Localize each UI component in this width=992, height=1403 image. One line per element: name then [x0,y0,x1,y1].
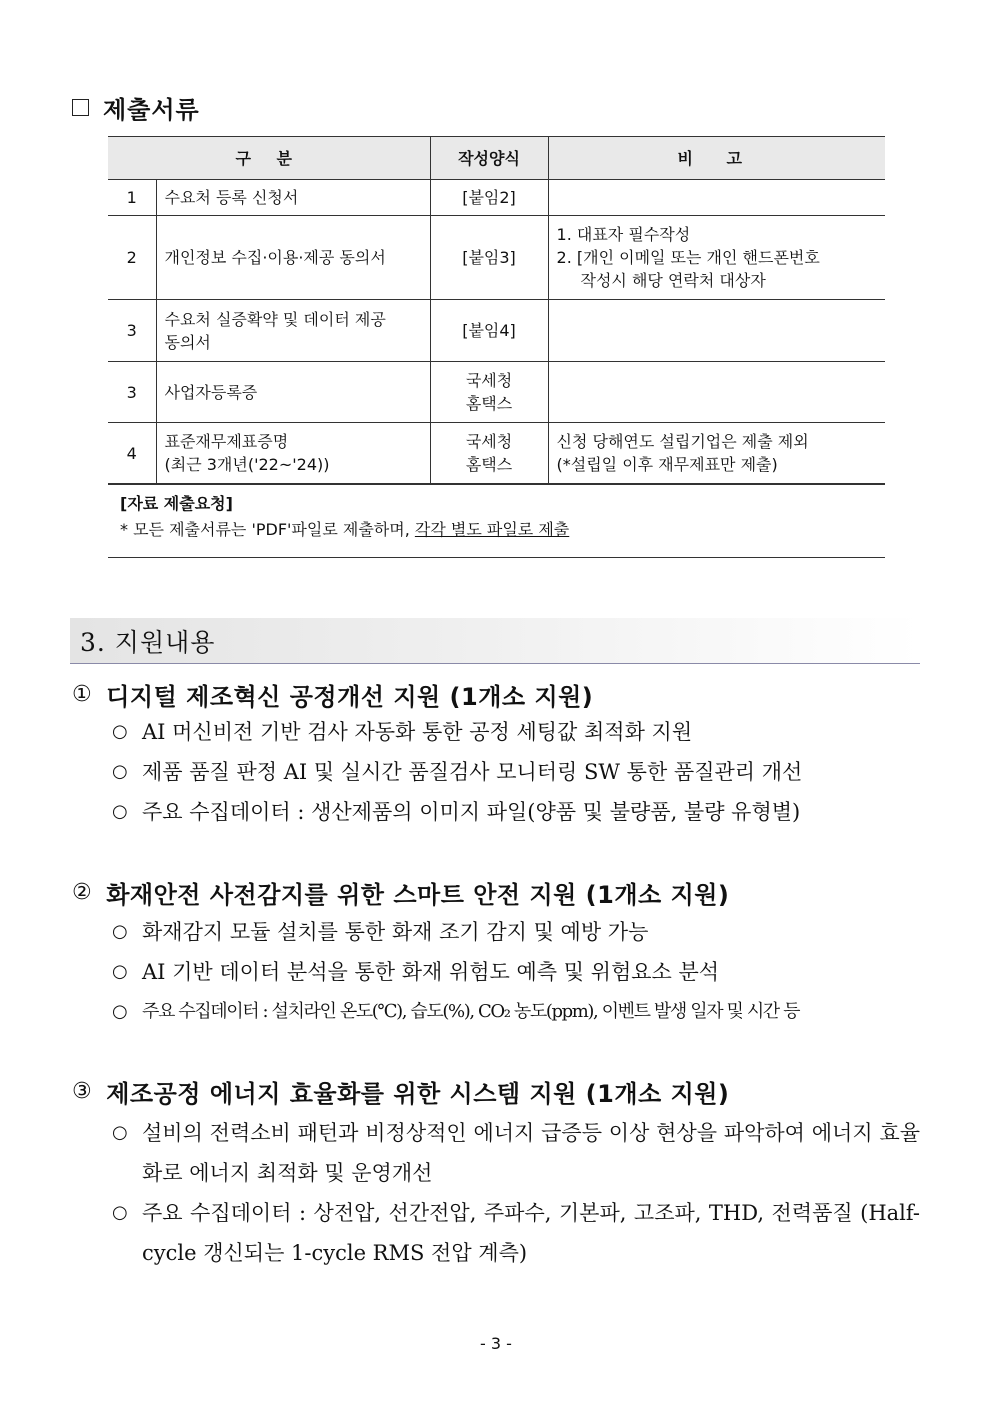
row-number: 3 [108,300,156,362]
document-name-line: (최근 3개년('22~'24)) [164,455,330,474]
bullet-item [112,992,920,1032]
bullet-text: 주요 수집데이터 : 생산제품의 이미지 파일(양품 및 불량품, 불량 유형별) [142,800,801,824]
circled-number: ① [72,681,93,707]
header-form: 작성양식 [430,137,548,180]
bullet-circle-icon: ○ [112,921,128,942]
submission-heading [72,90,200,124]
bullet-item [112,1193,920,1273]
bullet-item [112,752,920,792]
form-line: [붙임2] [462,188,516,207]
bullet-circle-icon: ○ [112,761,128,782]
document-form [430,180,548,216]
page-number: - 3 - [480,1334,512,1353]
bullet-text: 제품 품질 판정 AI 및 실시간 품질검사 모니터링 SW 통한 품질관리 개선 [142,760,803,784]
form-line: 국세청 [465,432,513,451]
submission-table [108,136,885,484]
table-row [108,216,885,300]
document-name-line: 수요처 등록 신청서 [164,188,299,207]
item-title-text: 디지털 제조혁신 공정개선 지원 (1개소 지원) [106,682,594,711]
bullet-circle-icon: ○ [112,1001,128,1022]
bullet-item [112,712,920,752]
bullet-text: AI 머신비전 기반 검사 자동화 통한 공정 세팅값 최적화 지원 [142,720,693,744]
note-underlined-text: 각각 별도 파일로 제출 [414,520,570,539]
form-line: [붙임4] [462,321,516,340]
section-header [70,618,920,664]
note-title: [자료 제출요청] [120,494,233,513]
form-line: 홈택스 [465,455,513,474]
document-remarks [548,180,885,216]
document-remarks [548,423,885,484]
header-remarks: 비 고 [548,137,885,180]
checkbox-icon [72,99,89,116]
document-form [430,423,548,484]
bullet-text: 설비의 전력소비 패턴과 비정상적인 에너지 급증등 이상 현상을 파악하여 에너지 효율화로 에너지 최적화 및 운영개선 [142,1121,920,1185]
document-name-line: 표준재무제표증명 [164,432,289,451]
bullet-circle-icon: ○ [112,1122,128,1143]
row-number: 1 [108,180,156,216]
remark-line: 신청 당해연도 설립기업은 제출 제외 [556,432,809,451]
table-row [108,423,885,484]
document-name-line: 개인정보 수집·이용·제공 동의서 [164,248,386,267]
document-remarks [548,216,885,300]
document-remarks [548,300,885,362]
document-name-line: 사업자등록증 [164,382,258,402]
bullet-circle-icon: ○ [112,1202,128,1223]
bullet-item [112,792,920,832]
table-row [108,180,885,216]
bullet-circle-icon: ○ [112,721,128,742]
bullet-circle-icon: ○ [112,961,128,982]
form-line: 홈택스 [465,394,513,413]
remark-line: 2. [개인 이메일 또는 개인 핸드폰번호 [556,248,820,267]
document-form [430,362,548,423]
form-line: 국세청 [465,371,513,390]
document-remarks [548,362,885,423]
row-number: 4 [108,423,156,484]
bullet-item [112,912,920,952]
document-name [156,180,430,216]
form-line: [붙임3] [462,248,516,267]
submission-note [108,484,885,558]
circled-number: ③ [72,1078,93,1104]
section-title: 3. 지원내용 [80,627,216,657]
bullet-text: AI 기반 데이터 분석을 통한 화재 위험도 예측 및 위험요소 분석 [142,960,720,984]
remark-line: 작성시 해당 연락처 대상자 [580,271,766,290]
remark-line: (*설립일 이후 재무제표만 제출) [556,455,778,474]
document-name [156,216,430,300]
bullet-text: 주요 수집데이터 : 상전압, 선간전압, 주파수, 기본파, 고조파, THD, 전력품질 (Half-cycle 갱신되는 1-cycle RMS 전압 계측) [142,1201,920,1265]
bullet-text: 화재감지 모듈 설치를 통한 화재 조기 감지 및 예방 가능 [142,920,649,944]
header-category: 구 분 [108,137,430,180]
row-number: 3 [108,362,156,423]
submission-title: 제출서류 [103,95,200,124]
item-title-text: 화재안전 사전감지를 위한 스마트 안전 지원 (1개소 지원) [106,880,730,909]
note-text: * 모든 제출서류는 'PDF'파일로 제출하며, [120,520,415,539]
note-text-line [120,517,885,543]
table-row [108,362,885,423]
remark-line: 1. 대표자 필수작성 [556,225,691,244]
document-name-line: 동의서 [164,332,211,352]
document-name-line: 수요처 실증확약 및 데이터 제공 [164,309,386,329]
document-form [430,300,548,362]
row-number: 2 [108,216,156,300]
support-item-title [72,874,729,910]
item-title-text: 제조공정 에너지 효율화를 위한 시스템 지원 (1개소 지원) [106,1079,730,1108]
circled-number: ② [72,879,93,905]
support-item-title [72,1073,729,1109]
support-item-title [72,676,593,712]
table-row [108,300,885,362]
document-name [156,362,430,423]
bullet-text: 주요 수집데이터 : 설치라인 온도(℃), 습도(%), CO₂ 농도(ppm), 이벤트 발생 일자 및 시간 등 [142,1001,800,1022]
bullet-item [112,952,920,992]
bullet-circle-icon: ○ [112,801,128,822]
document-form [430,216,548,300]
document-name [156,423,430,484]
document-name [156,300,430,362]
bullet-item [112,1113,920,1193]
